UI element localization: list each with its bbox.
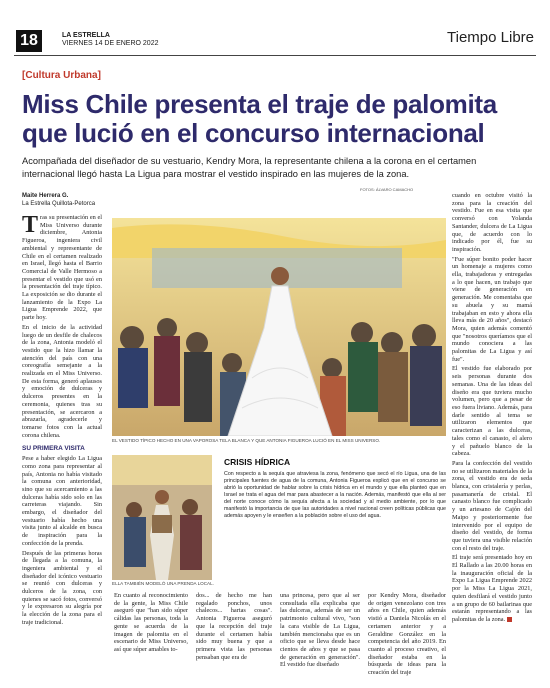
author-name: Maite Herrera G. <box>22 193 69 199</box>
bottom-column-3: una princesa, pero que al ser consultada ella explicaba que las dulceras, además de ser un patrimonio cultural vivo, "son la cara visible de La Ligua, también mencionaba que es un oficio que se lleva desde hace cientos de años y que se pasa de generación en generación". El vestido fue diseñado <box>280 592 360 669</box>
paragraph: Después de las primeras horas de llegada a la comuna, la ingeniera ambiental y el diseñador del icónico vestuario se reunió con dulceras y dulceros de la zona, con quienes se sacó fotos, conversó y le expresaron su alegría por la elección de la zona para el traje tradicional. <box>22 549 102 626</box>
end-mark-icon <box>507 617 512 622</box>
publication-name: LA ESTRELLA <box>62 32 110 39</box>
secondary-photo <box>112 455 212 580</box>
bottom-column-2: dos... de hecho me han regalado ponchos, unos chalecos... hartas cosas". Antonia Figueroa aseguró que la recepción del traje durante el certamen había sido muy buena y que a primera vista las personas pensaban que era de <box>196 592 272 661</box>
paragraph: Para la confección del vestido no se utilizaron materiales de la zona, el vestido era de seda blanca, con cristalería y perlas, pasamanería de cristal. El canasto blanco fue complicado y un artesano de Cajón del Maipo y posteriormente fue intervenido por el equipo de diseño del vestido, de forma que tuviera una visible relación con el resto del traje. <box>452 459 532 552</box>
byline <box>22 193 95 208</box>
paragraph: Pese a haber elegido La Ligua como zona para representar al país, Antonia no había visitado la comuna con anterioridad, sino que su acercamiento a las dulceras había sido solo en las carreteras viajando. Sin embargo, el diseñador del vestuario había hecho una visita junto al alcalde en busca de inspiración para la confección de la prenda. <box>22 455 102 547</box>
paragraph: ras su presentación en el Miss Universo durante diciembre, Antonia Figueroa, ingeniera civil ambiental y representante de Chile en el certamen realizado en Israel, llegó hasta el Barrio Comercial de Valle Hermoso a presentar el vestido que usó en la presentación del traje típico. La exposición se dio durante el lanzamiento de la Expo La Ligua Emprende 2022, que parte hoy. <box>22 214 102 322</box>
secondary-photo-illustration <box>112 455 212 580</box>
section-title: Tiempo Libre <box>447 29 534 46</box>
paragraph: "Fue súper bonito poder hacer un homenaje a mujeres como ella, trabajadoras y entregadas a lo que hacen, un trabajo que viene de generación en generación. Me comentaba que su abuela y su mamá trabajaban en esto y ahora ella lleva más de 20 años", destacó Mora, quien además comentó que "nosotros queríamos que el mundo conociera a las palomitas de La Ligua y así fue". <box>452 255 532 363</box>
page-number: 18 <box>16 30 42 52</box>
kicker-text: Cultura Urbana <box>25 70 98 81</box>
sidebar-box <box>224 457 446 562</box>
main-photo-caption: EL VESTIDO TÍPICO HECHO EN UNA VAPOROSA TELA BLANCA Y QUE ANTONIA FIGUEROA LUCIÓ EN EL MISS UNIVERSO. <box>112 438 381 443</box>
secondary-photo-caption: ELLA TAMBIÉN MODELÓ UNA PRENDA LOCAL. <box>112 581 214 586</box>
paragraph: En el inicio de la actividad luego de un desfile de chalecos de la zona, Antonia modeló el vestido que la hizo llamar la atención del país con una coreografía semejante a la realizada en el Miss Universo. De esta forma, generó aplausos y emoción de dulceras y dulceros presentes en la ceremonia, quienes tras su presentación, se acercaron a abrazarla, agradecerle y tomarse fotos con la actual corona chilena. <box>22 323 102 439</box>
kicker: [Cultura Urbana] <box>22 70 101 81</box>
header-rule <box>14 55 536 56</box>
publication-info <box>62 32 159 48</box>
subhead: Acompañada del diseñador de su vestuario, Kendry Mora, la representante chilena a la corona en el certamen internacional llegó hasta La Ligua para mostrar el vestido inspirado en las mujeres de la zona. <box>22 156 477 179</box>
box-text: Con respecto a la sequía que atraviesa la zona, fenómeno que secó el río Ligua, una de las principales fuentes de agua de la comuna, Antonia Figueroa explicó que en el concurso se abrió la oportunidad de hablar sobre la crisis hídrica en el mundo y que ella planteó que en Israel se trata el agua del mar para abastecer a la nación. Además, manifestó que ella al ser del norte conoce cómo la sequía afecta a la sociedad y al medio ambiente, por lo que manifestó la importancia de que las autoridades a nivel nacional creen políticas públicas que además apoyen y le enseñen a la población sobre el uso del agua. <box>224 471 446 519</box>
main-photo-illustration <box>112 218 446 436</box>
paragraph: cuando en octubre visitó la zona para la creación del vestido. Fue en esa visita que conversó con Yolanda Santander, dulcera de La Ligua que, de acuerdo con lo indicado por él, fue su inspiración. <box>452 192 532 253</box>
column-1 <box>22 214 102 674</box>
box-title: CRISIS HÍDRICA <box>224 457 291 467</box>
author-outlet: La Estrella Quillota-Petorca <box>22 200 96 207</box>
headline: Miss Chile presenta el traje de palomita que lució en el concurso internacional <box>22 89 497 148</box>
paragraph: El traje será presentado hoy en El Rallado a las 20.00 horas en la inauguración oficial de la Expo La Ligua Emprende 2022 por la Miss La Ligua 2021, quien desfilará el vestido junto a un grupo de 60 bailarinas que estarán representando a las palomitas de la zona. <box>452 554 532 623</box>
right-column <box>452 192 532 678</box>
bottom-column-1: En cuanto al reconocimiento de la gente, la Miss Chile aseguró que "han sido súper cálidas las personas, toda la gente se acuerda de la imagen de palomita en el escenario de Miss Universo, así que súper amables to- <box>114 592 188 653</box>
publication-date: VIERNES 14 DE ENERO 2022 <box>62 40 159 47</box>
photo-credit: FOTOS: ÁLVARO CAMACHO <box>360 187 414 192</box>
subtitle: SU PRIMERA VISITA <box>22 445 85 453</box>
paragraph: El vestido fue elaborado por seis personas durante dos semanas. Una de las ideas del diseño era que tuviera mucho volumen, pero que a pesar de eso fuera liviano. Además, para darle sentido al tema se utilizaron elementos que caracterizan a las dulceras, tales como el canasto, el alero y el pañuelo blanco de la cabeza. <box>452 365 532 458</box>
main-photo <box>112 218 446 436</box>
dropcap: T <box>22 214 39 238</box>
bottom-column-4: por Kendry Mora, diseñador de origen venezolano con tres años en Chile, quien además vistió a Daniela Nicolás en el certamen anterior y a Geraldine González en la competencia del año 2019. En cuanto al proceso creativo, el diseñador estaba en la búsqueda de ideas para la creación del traje <box>368 592 446 677</box>
